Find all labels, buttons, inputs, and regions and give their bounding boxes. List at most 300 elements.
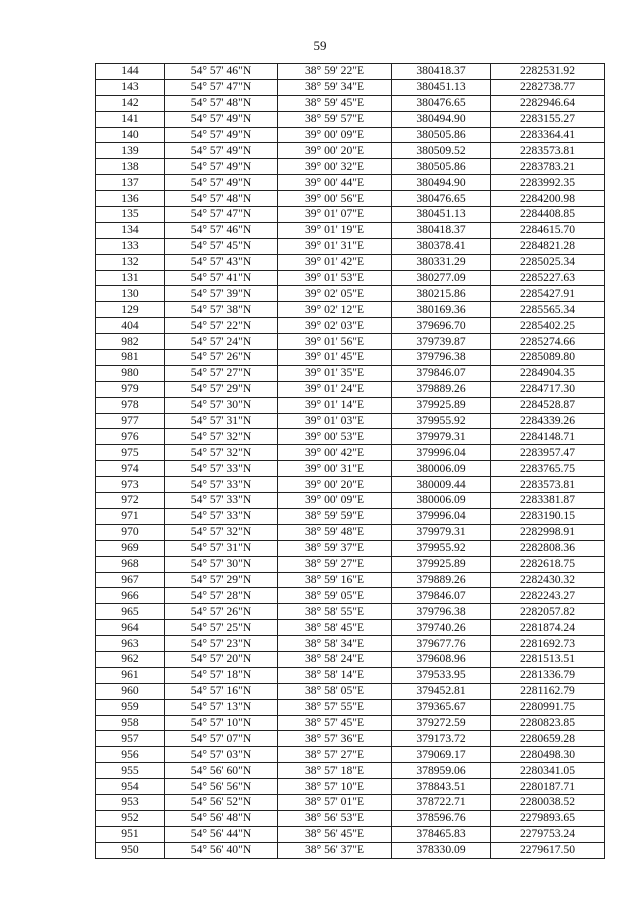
point-number-cell: 976 <box>96 429 165 445</box>
x-coordinate-cell: 380418.37 <box>392 64 491 80</box>
y-coordinate-cell: 2282430.32 <box>491 572 605 588</box>
longitude-cell: 38° 58' 45"E <box>278 620 392 636</box>
y-coordinate-cell: 2281874.24 <box>491 620 605 636</box>
x-coordinate-cell: 379846.07 <box>392 588 491 604</box>
y-coordinate-cell: 2280823.85 <box>491 715 605 731</box>
x-coordinate-cell: 380494.90 <box>392 111 491 127</box>
table-row <box>96 381 605 397</box>
latitude-cell: 54° 57' 29"N <box>165 572 278 588</box>
point-number-cell: 973 <box>96 477 165 493</box>
x-coordinate-cell: 380006.09 <box>392 461 491 477</box>
y-coordinate-cell: 2283957.47 <box>491 445 605 461</box>
latitude-cell: 54° 57' 26"N <box>165 350 278 366</box>
x-coordinate-cell: 379272.59 <box>392 715 491 731</box>
y-coordinate-cell: 2283381.87 <box>491 493 605 509</box>
y-coordinate-cell: 2282946.64 <box>491 95 605 111</box>
point-number-cell: 141 <box>96 111 165 127</box>
x-coordinate-cell: 379846.07 <box>392 365 491 381</box>
latitude-cell: 54° 57' 22"N <box>165 318 278 334</box>
longitude-cell: 39° 00' 44"E <box>278 175 392 191</box>
point-number-cell: 968 <box>96 556 165 572</box>
table-row <box>96 524 605 540</box>
y-coordinate-cell: 2283992.35 <box>491 175 605 191</box>
x-coordinate-cell: 379677.76 <box>392 636 491 652</box>
longitude-cell: 39° 01' 42"E <box>278 254 392 270</box>
longitude-cell: 39° 02' 12"E <box>278 302 392 318</box>
longitude-cell: 39° 00' 53"E <box>278 429 392 445</box>
x-coordinate-cell: 378330.09 <box>392 842 491 858</box>
latitude-cell: 54° 57' 33"N <box>165 493 278 509</box>
latitude-cell: 54° 57' 46"N <box>165 64 278 80</box>
table-row <box>96 302 605 318</box>
point-number-cell: 974 <box>96 461 165 477</box>
longitude-cell: 38° 59' 22"E <box>278 64 392 80</box>
longitude-cell: 38° 59' 34"E <box>278 79 392 95</box>
latitude-cell: 54° 56' 56"N <box>165 779 278 795</box>
longitude-cell: 38° 57' 27"E <box>278 747 392 763</box>
longitude-cell: 38° 56' 45"E <box>278 826 392 842</box>
point-number-cell: 133 <box>96 238 165 254</box>
x-coordinate-cell: 380476.65 <box>392 191 491 207</box>
y-coordinate-cell: 2280991.75 <box>491 699 605 715</box>
longitude-cell: 39° 01' 07"E <box>278 207 392 223</box>
latitude-cell: 54° 57' 03"N <box>165 747 278 763</box>
longitude-cell: 38° 59' 57"E <box>278 111 392 127</box>
coordinates-table <box>95 63 605 859</box>
latitude-cell: 54° 57' 45"N <box>165 238 278 254</box>
point-number-cell: 963 <box>96 636 165 652</box>
y-coordinate-cell: 2285565.34 <box>491 302 605 318</box>
longitude-cell: 38° 57' 10"E <box>278 779 392 795</box>
x-coordinate-cell: 379533.95 <box>392 667 491 683</box>
latitude-cell: 54° 57' 32"N <box>165 445 278 461</box>
point-number-cell: 129 <box>96 302 165 318</box>
table-row <box>96 64 605 80</box>
table-row <box>96 683 605 699</box>
point-number-cell: 142 <box>96 95 165 111</box>
point-number-cell: 970 <box>96 524 165 540</box>
longitude-cell: 38° 59' 27"E <box>278 556 392 572</box>
longitude-cell: 38° 59' 16"E <box>278 572 392 588</box>
table-row <box>96 461 605 477</box>
point-number-cell: 955 <box>96 763 165 779</box>
latitude-cell: 54° 57' 49"N <box>165 127 278 143</box>
point-number-cell: 956 <box>96 747 165 763</box>
table-row <box>96 175 605 191</box>
point-number-cell: 954 <box>96 779 165 795</box>
latitude-cell: 54° 57' 27"N <box>165 365 278 381</box>
point-number-cell: 139 <box>96 143 165 159</box>
x-coordinate-cell: 378596.76 <box>392 810 491 826</box>
y-coordinate-cell: 2282738.77 <box>491 79 605 95</box>
table-row <box>96 763 605 779</box>
x-coordinate-cell: 379996.04 <box>392 445 491 461</box>
latitude-cell: 54° 56' 40"N <box>165 842 278 858</box>
latitude-cell: 54° 57' 13"N <box>165 699 278 715</box>
longitude-cell: 38° 58' 34"E <box>278 636 392 652</box>
x-coordinate-cell: 379979.31 <box>392 524 491 540</box>
table-row <box>96 826 605 842</box>
latitude-cell: 54° 56' 44"N <box>165 826 278 842</box>
longitude-cell: 39° 00' 32"E <box>278 159 392 175</box>
point-number-cell: 972 <box>96 493 165 509</box>
y-coordinate-cell: 2282998.91 <box>491 524 605 540</box>
point-number-cell: 140 <box>96 127 165 143</box>
point-number-cell: 979 <box>96 381 165 397</box>
latitude-cell: 54° 57' 23"N <box>165 636 278 652</box>
y-coordinate-cell: 2281513.51 <box>491 651 605 667</box>
y-coordinate-cell: 2279617.50 <box>491 842 605 858</box>
y-coordinate-cell: 2284200.98 <box>491 191 605 207</box>
y-coordinate-cell: 2283573.81 <box>491 143 605 159</box>
table-row <box>96 238 605 254</box>
latitude-cell: 54° 57' 07"N <box>165 731 278 747</box>
point-number-cell: 135 <box>96 207 165 223</box>
latitude-cell: 54° 57' 31"N <box>165 540 278 556</box>
table-row <box>96 588 605 604</box>
longitude-cell: 39° 02' 03"E <box>278 318 392 334</box>
point-number-cell: 144 <box>96 64 165 80</box>
x-coordinate-cell: 380509.52 <box>392 143 491 159</box>
latitude-cell: 54° 57' 24"N <box>165 334 278 350</box>
y-coordinate-cell: 2284821.28 <box>491 238 605 254</box>
x-coordinate-cell: 379979.31 <box>392 429 491 445</box>
table-row <box>96 842 605 858</box>
y-coordinate-cell: 2285402.25 <box>491 318 605 334</box>
point-number-cell: 959 <box>96 699 165 715</box>
y-coordinate-cell: 2282808.36 <box>491 540 605 556</box>
y-coordinate-cell: 2285427.91 <box>491 286 605 302</box>
x-coordinate-cell: 379452.81 <box>392 683 491 699</box>
latitude-cell: 54° 57' 48"N <box>165 191 278 207</box>
point-number-cell: 960 <box>96 683 165 699</box>
table-row <box>96 413 605 429</box>
x-coordinate-cell: 380505.86 <box>392 159 491 175</box>
table-row <box>96 318 605 334</box>
point-number-cell: 132 <box>96 254 165 270</box>
point-number-cell: 966 <box>96 588 165 604</box>
x-coordinate-cell: 378465.83 <box>392 826 491 842</box>
y-coordinate-cell: 2280498.30 <box>491 747 605 763</box>
point-number-cell: 964 <box>96 620 165 636</box>
table-row <box>96 286 605 302</box>
x-coordinate-cell: 379796.38 <box>392 604 491 620</box>
y-coordinate-cell: 2283364.41 <box>491 127 605 143</box>
table-row <box>96 636 605 652</box>
x-coordinate-cell: 380476.65 <box>392 95 491 111</box>
table-row <box>96 159 605 175</box>
point-number-cell: 980 <box>96 365 165 381</box>
x-coordinate-cell: 379069.17 <box>392 747 491 763</box>
x-coordinate-cell: 379608.96 <box>392 651 491 667</box>
longitude-cell: 39° 01' 19"E <box>278 222 392 238</box>
point-number-cell: 952 <box>96 810 165 826</box>
y-coordinate-cell: 2282243.27 <box>491 588 605 604</box>
longitude-cell: 38° 58' 24"E <box>278 651 392 667</box>
latitude-cell: 54° 56' 48"N <box>165 810 278 826</box>
point-number-cell: 130 <box>96 286 165 302</box>
table-row <box>96 222 605 238</box>
table-row <box>96 111 605 127</box>
longitude-cell: 39° 01' 53"E <box>278 270 392 286</box>
table-row <box>96 397 605 413</box>
latitude-cell: 54° 57' 46"N <box>165 222 278 238</box>
x-coordinate-cell: 380378.41 <box>392 238 491 254</box>
y-coordinate-cell: 2283573.81 <box>491 477 605 493</box>
x-coordinate-cell: 379696.70 <box>392 318 491 334</box>
latitude-cell: 54° 57' 32"N <box>165 524 278 540</box>
point-number-cell: 967 <box>96 572 165 588</box>
latitude-cell: 54° 57' 49"N <box>165 143 278 159</box>
x-coordinate-cell: 380494.90 <box>392 175 491 191</box>
table-row <box>96 254 605 270</box>
table-row <box>96 493 605 509</box>
longitude-cell: 39° 00' 42"E <box>278 445 392 461</box>
longitude-cell: 39° 01' 35"E <box>278 365 392 381</box>
table-row <box>96 143 605 159</box>
table-row <box>96 540 605 556</box>
point-number-cell: 953 <box>96 794 165 810</box>
latitude-cell: 54° 57' 47"N <box>165 207 278 223</box>
longitude-cell: 39° 02' 05"E <box>278 286 392 302</box>
longitude-cell: 38° 57' 01"E <box>278 794 392 810</box>
table-row <box>96 620 605 636</box>
y-coordinate-cell: 2282057.82 <box>491 604 605 620</box>
longitude-cell: 38° 57' 36"E <box>278 731 392 747</box>
table-row <box>96 715 605 731</box>
table-row <box>96 334 605 350</box>
longitude-cell: 38° 56' 37"E <box>278 842 392 858</box>
table-row <box>96 604 605 620</box>
x-coordinate-cell: 378843.51 <box>392 779 491 795</box>
table-row <box>96 207 605 223</box>
table-row <box>96 95 605 111</box>
point-number-cell: 131 <box>96 270 165 286</box>
y-coordinate-cell: 2280341.05 <box>491 763 605 779</box>
x-coordinate-cell: 379889.26 <box>392 572 491 588</box>
point-number-cell: 975 <box>96 445 165 461</box>
latitude-cell: 54° 57' 48"N <box>165 95 278 111</box>
x-coordinate-cell: 380277.09 <box>392 270 491 286</box>
latitude-cell: 54° 57' 49"N <box>165 111 278 127</box>
x-coordinate-cell: 379996.04 <box>392 508 491 524</box>
y-coordinate-cell: 2284528.87 <box>491 397 605 413</box>
x-coordinate-cell: 379796.38 <box>392 350 491 366</box>
coordinates-table-body <box>96 64 605 859</box>
longitude-cell: 38° 59' 59"E <box>278 508 392 524</box>
y-coordinate-cell: 2283765.75 <box>491 461 605 477</box>
point-number-cell: 971 <box>96 508 165 524</box>
longitude-cell: 38° 57' 45"E <box>278 715 392 731</box>
x-coordinate-cell: 380418.37 <box>392 222 491 238</box>
latitude-cell: 54° 57' 26"N <box>165 604 278 620</box>
longitude-cell: 38° 59' 45"E <box>278 95 392 111</box>
x-coordinate-cell: 379925.89 <box>392 397 491 413</box>
point-number-cell: 965 <box>96 604 165 620</box>
x-coordinate-cell: 380451.13 <box>392 79 491 95</box>
point-number-cell: 404 <box>96 318 165 334</box>
y-coordinate-cell: 2284615.70 <box>491 222 605 238</box>
table-row <box>96 270 605 286</box>
longitude-cell: 39° 00' 31"E <box>278 461 392 477</box>
latitude-cell: 54° 57' 49"N <box>165 175 278 191</box>
y-coordinate-cell: 2285274.66 <box>491 334 605 350</box>
table-row <box>96 699 605 715</box>
y-coordinate-cell: 2283155.27 <box>491 111 605 127</box>
longitude-cell: 39° 01' 31"E <box>278 238 392 254</box>
latitude-cell: 54° 57' 20"N <box>165 651 278 667</box>
longitude-cell: 38° 57' 18"E <box>278 763 392 779</box>
x-coordinate-cell: 380451.13 <box>392 207 491 223</box>
y-coordinate-cell: 2281692.73 <box>491 636 605 652</box>
table-row <box>96 667 605 683</box>
latitude-cell: 54° 57' 32"N <box>165 429 278 445</box>
table-row <box>96 79 605 95</box>
longitude-cell: 39° 01' 45"E <box>278 350 392 366</box>
x-coordinate-cell: 378722.71 <box>392 794 491 810</box>
y-coordinate-cell: 2282531.92 <box>491 64 605 80</box>
y-coordinate-cell: 2284408.85 <box>491 207 605 223</box>
longitude-cell: 39° 01' 14"E <box>278 397 392 413</box>
longitude-cell: 38° 58' 05"E <box>278 683 392 699</box>
point-number-cell: 951 <box>96 826 165 842</box>
latitude-cell: 54° 57' 30"N <box>165 556 278 572</box>
table-row <box>96 191 605 207</box>
y-coordinate-cell: 2285025.34 <box>491 254 605 270</box>
point-number-cell: 958 <box>96 715 165 731</box>
page-number: 59 <box>313 38 327 53</box>
y-coordinate-cell: 2282618.75 <box>491 556 605 572</box>
x-coordinate-cell: 378959.06 <box>392 763 491 779</box>
longitude-cell: 38° 59' 05"E <box>278 588 392 604</box>
table-row <box>96 445 605 461</box>
coordinates-table-container <box>95 63 599 859</box>
table-row <box>96 477 605 493</box>
longitude-cell: 39° 00' 09"E <box>278 127 392 143</box>
y-coordinate-cell: 2284717.30 <box>491 381 605 397</box>
longitude-cell: 39° 01' 56"E <box>278 334 392 350</box>
y-coordinate-cell: 2280187.71 <box>491 779 605 795</box>
y-coordinate-cell: 2281162.79 <box>491 683 605 699</box>
x-coordinate-cell: 380331.29 <box>392 254 491 270</box>
point-number-cell: 981 <box>96 350 165 366</box>
x-coordinate-cell: 379955.92 <box>392 540 491 556</box>
longitude-cell: 38° 56' 53"E <box>278 810 392 826</box>
latitude-cell: 54° 57' 18"N <box>165 667 278 683</box>
y-coordinate-cell: 2284904.35 <box>491 365 605 381</box>
latitude-cell: 54° 57' 30"N <box>165 397 278 413</box>
point-number-cell: 134 <box>96 222 165 238</box>
y-coordinate-cell: 2279893.65 <box>491 810 605 826</box>
longitude-cell: 38° 59' 48"E <box>278 524 392 540</box>
y-coordinate-cell: 2280038.52 <box>491 794 605 810</box>
y-coordinate-cell: 2285227.63 <box>491 270 605 286</box>
point-number-cell: 977 <box>96 413 165 429</box>
latitude-cell: 54° 57' 33"N <box>165 461 278 477</box>
x-coordinate-cell: 380169.36 <box>392 302 491 318</box>
x-coordinate-cell: 380006.09 <box>392 493 491 509</box>
latitude-cell: 54° 57' 47"N <box>165 79 278 95</box>
latitude-cell: 54° 57' 49"N <box>165 159 278 175</box>
x-coordinate-cell: 379889.26 <box>392 381 491 397</box>
point-number-cell: 982 <box>96 334 165 350</box>
y-coordinate-cell: 2284339.26 <box>491 413 605 429</box>
longitude-cell: 39° 01' 24"E <box>278 381 392 397</box>
latitude-cell: 54° 57' 29"N <box>165 381 278 397</box>
point-number-cell: 137 <box>96 175 165 191</box>
point-number-cell: 957 <box>96 731 165 747</box>
latitude-cell: 54° 57' 41"N <box>165 270 278 286</box>
table-row <box>96 429 605 445</box>
latitude-cell: 54° 56' 52"N <box>165 794 278 810</box>
longitude-cell: 39° 01' 03"E <box>278 413 392 429</box>
x-coordinate-cell: 379173.72 <box>392 731 491 747</box>
y-coordinate-cell: 2283783.21 <box>491 159 605 175</box>
x-coordinate-cell: 379365.67 <box>392 699 491 715</box>
x-coordinate-cell: 379925.89 <box>392 556 491 572</box>
table-row <box>96 651 605 667</box>
table-row <box>96 731 605 747</box>
table-row <box>96 127 605 143</box>
x-coordinate-cell: 380009.44 <box>392 477 491 493</box>
table-row <box>96 508 605 524</box>
longitude-cell: 39° 00' 09"E <box>278 493 392 509</box>
latitude-cell: 54° 57' 33"N <box>165 477 278 493</box>
longitude-cell: 38° 58' 14"E <box>278 667 392 683</box>
latitude-cell: 54° 57' 28"N <box>165 588 278 604</box>
point-number-cell: 143 <box>96 79 165 95</box>
latitude-cell: 54° 56' 60"N <box>165 763 278 779</box>
longitude-cell: 38° 58' 55"E <box>278 604 392 620</box>
point-number-cell: 962 <box>96 651 165 667</box>
y-coordinate-cell: 2284148.71 <box>491 429 605 445</box>
y-coordinate-cell: 2281336.79 <box>491 667 605 683</box>
x-coordinate-cell: 379739.87 <box>392 334 491 350</box>
y-coordinate-cell: 2285089.80 <box>491 350 605 366</box>
table-row <box>96 794 605 810</box>
point-number-cell: 950 <box>96 842 165 858</box>
point-number-cell: 969 <box>96 540 165 556</box>
table-row <box>96 779 605 795</box>
longitude-cell: 39° 00' 20"E <box>278 477 392 493</box>
longitude-cell: 38° 59' 37"E <box>278 540 392 556</box>
longitude-cell: 39° 00' 20"E <box>278 143 392 159</box>
y-coordinate-cell: 2279753.24 <box>491 826 605 842</box>
x-coordinate-cell: 379955.92 <box>392 413 491 429</box>
y-coordinate-cell: 2280659.28 <box>491 731 605 747</box>
x-coordinate-cell: 380505.86 <box>392 127 491 143</box>
point-number-cell: 978 <box>96 397 165 413</box>
y-coordinate-cell: 2283190.15 <box>491 508 605 524</box>
x-coordinate-cell: 380215.86 <box>392 286 491 302</box>
point-number-cell: 138 <box>96 159 165 175</box>
table-row <box>96 365 605 381</box>
longitude-cell: 38° 57' 55"E <box>278 699 392 715</box>
table-row <box>96 810 605 826</box>
x-coordinate-cell: 379740.26 <box>392 620 491 636</box>
table-row <box>96 747 605 763</box>
latitude-cell: 54° 57' 16"N <box>165 683 278 699</box>
latitude-cell: 54° 57' 43"N <box>165 254 278 270</box>
latitude-cell: 54° 57' 31"N <box>165 413 278 429</box>
latitude-cell: 54° 57' 38"N <box>165 302 278 318</box>
point-number-cell: 136 <box>96 191 165 207</box>
latitude-cell: 54° 57' 39"N <box>165 286 278 302</box>
table-row <box>96 350 605 366</box>
table-row <box>96 572 605 588</box>
longitude-cell: 39° 00' 56"E <box>278 191 392 207</box>
latitude-cell: 54° 57' 33"N <box>165 508 278 524</box>
